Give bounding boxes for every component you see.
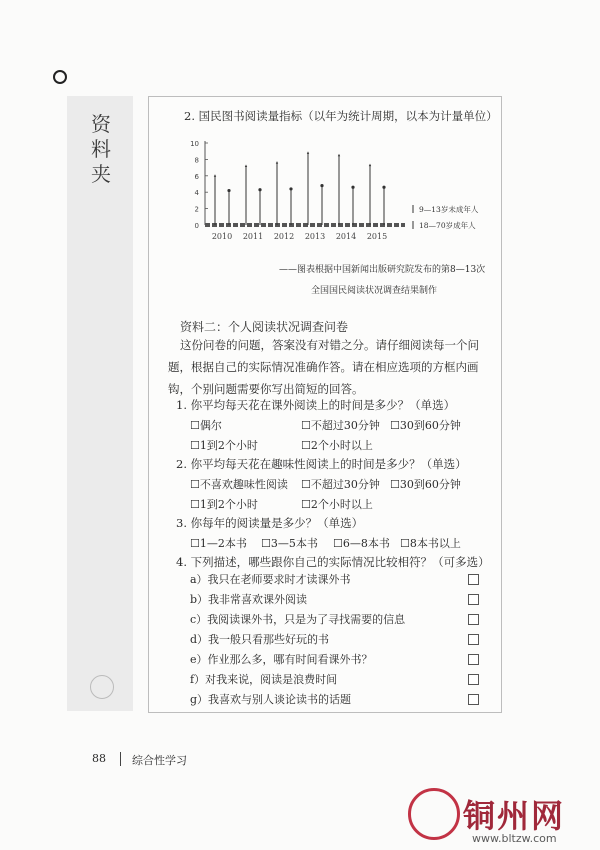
survey-title: 资料二：个人阅读状况调查问卷 [180,320,349,334]
q1-option-2[interactable]: ☐不超过30分钟 [301,419,380,432]
chart-credit-line2: 全国国民阅读状况调查结果制作 [311,286,438,296]
q4-item-label: d）我一般只看那些好玩的书 [190,633,330,646]
x-tick-label: 2011 [242,232,264,241]
watermark-url: www.bltzw.com [472,832,557,845]
q3-option-1[interactable]: ☐1—2本书 [190,537,247,550]
y-tick-label: 6 [194,172,199,181]
question-3: 3. 你每年的阅读量是多少？（单选） [176,516,364,530]
bar-cap [338,154,340,157]
question-1: 1. 你平均每天花在课外阅读上的时间是多少？（单选） [176,398,456,412]
x-tick-label: 2014 [335,232,357,241]
y-tick-label: 10 [190,140,199,148]
bar-cap [307,151,309,154]
bar-cap [227,189,230,192]
y-tick-label: 4 [194,189,199,198]
bar-cap [258,188,261,191]
q2-option-2[interactable]: ☐不超过30分钟 [301,478,380,491]
q1-option-4[interactable]: ☐1到2个小时 [190,439,258,452]
q4-item-label: f）对我来说，阅读是浪费时间 [190,673,338,686]
chart-heading: 2. 国民图书阅读量指标（以年为统计周期，以本为计量单位） [184,109,498,123]
q2-option-4[interactable]: ☐1到2个小时 [190,498,258,511]
q2-option-3[interactable]: ☐30到60分钟 [390,478,461,491]
watermark-brand: 铜州网 [463,797,566,835]
footer-divider [120,752,121,766]
legend-label: 9—13岁未成年人 [419,205,479,214]
q4-item-checkbox[interactable] [468,634,479,645]
reading-chart [180,130,500,245]
x-tick-label: 2013 [304,232,326,241]
bar-cap [276,161,278,164]
legend-label: 18—70岁成年人 [419,221,476,230]
q1-option-3[interactable]: ☐30到60分钟 [390,419,461,432]
footer-section: 综合性学习 [132,754,187,767]
q3-option-3[interactable]: ☐6—8本书 [333,537,390,550]
chart-credit-line1: ——图表根据中国新闻出版研究院发布的第8—13次 [279,265,486,275]
bar-cap [351,186,354,189]
q4-item-checkbox[interactable] [468,614,479,625]
bar-cap [245,164,247,167]
bar-cap [320,184,323,187]
q4-item-label: e）作业那么多，哪有时间看课外书？ [190,653,373,666]
bar-cap [214,174,216,177]
y-tick-label: 8 [194,156,199,165]
q4-item-label: b）我非常喜欢课外阅读 [190,593,308,606]
survey-intro: 这份问卷的问题，答案没有对错之分。请仔细阅读每一个问题，根据自己的实际情况准确作答。请在相应选项的方框内画钩，个别问题需要你写出简短的回答。 [168,338,479,396]
y-tick-label: 2 [194,205,199,214]
x-tick-label: 2015 [366,232,388,241]
brand-seal-icon [408,788,460,840]
q3-option-2[interactable]: ☐3—5本书 [261,537,318,550]
question-2: 2. 你平均每天花在趣味性阅读上的时间是多少？（单选） [176,457,467,471]
seal-icon [90,675,114,699]
q1-option-1[interactable]: ☐偶尔 [190,419,222,432]
q4-item-checkbox[interactable] [468,674,479,685]
q1-option-5[interactable]: ☐2个小时以上 [301,439,373,452]
q3-option-4[interactable]: ☐8本书以上 [400,537,461,550]
bar-cap [289,187,292,190]
q4-item-label: c）我阅读课外书，只是为了寻找需要的信息 [190,613,406,626]
page-number: 88 [92,752,106,765]
q4-item-checkbox[interactable] [468,594,479,605]
q4-item-checkbox[interactable] [468,694,479,705]
sidebar [67,96,133,711]
bar-cap [369,164,371,167]
user-icon [53,70,67,84]
q2-option-1[interactable]: ☐不喜欢趣味性阅读 [190,478,288,491]
x-tick-label: 2012 [273,232,295,241]
question-4: 4. 下列描述，哪些跟你自己的实际情况比较相符？（可多选） [176,555,490,569]
q4-item-label: a）我只在老师要求时才读课外书 [190,573,351,586]
sidebar-title: 资料夹 [91,112,111,186]
q4-item-label: g）我喜欢与别人谈论读书的话题 [190,693,352,706]
bar-cap [382,186,385,189]
x-tick-label: 2010 [211,232,233,241]
y-tick-label: 0 [194,222,199,230]
q2-option-5[interactable]: ☐2个小时以上 [301,498,373,511]
q4-item-checkbox[interactable] [468,654,479,665]
q4-item-checkbox[interactable] [468,574,479,585]
